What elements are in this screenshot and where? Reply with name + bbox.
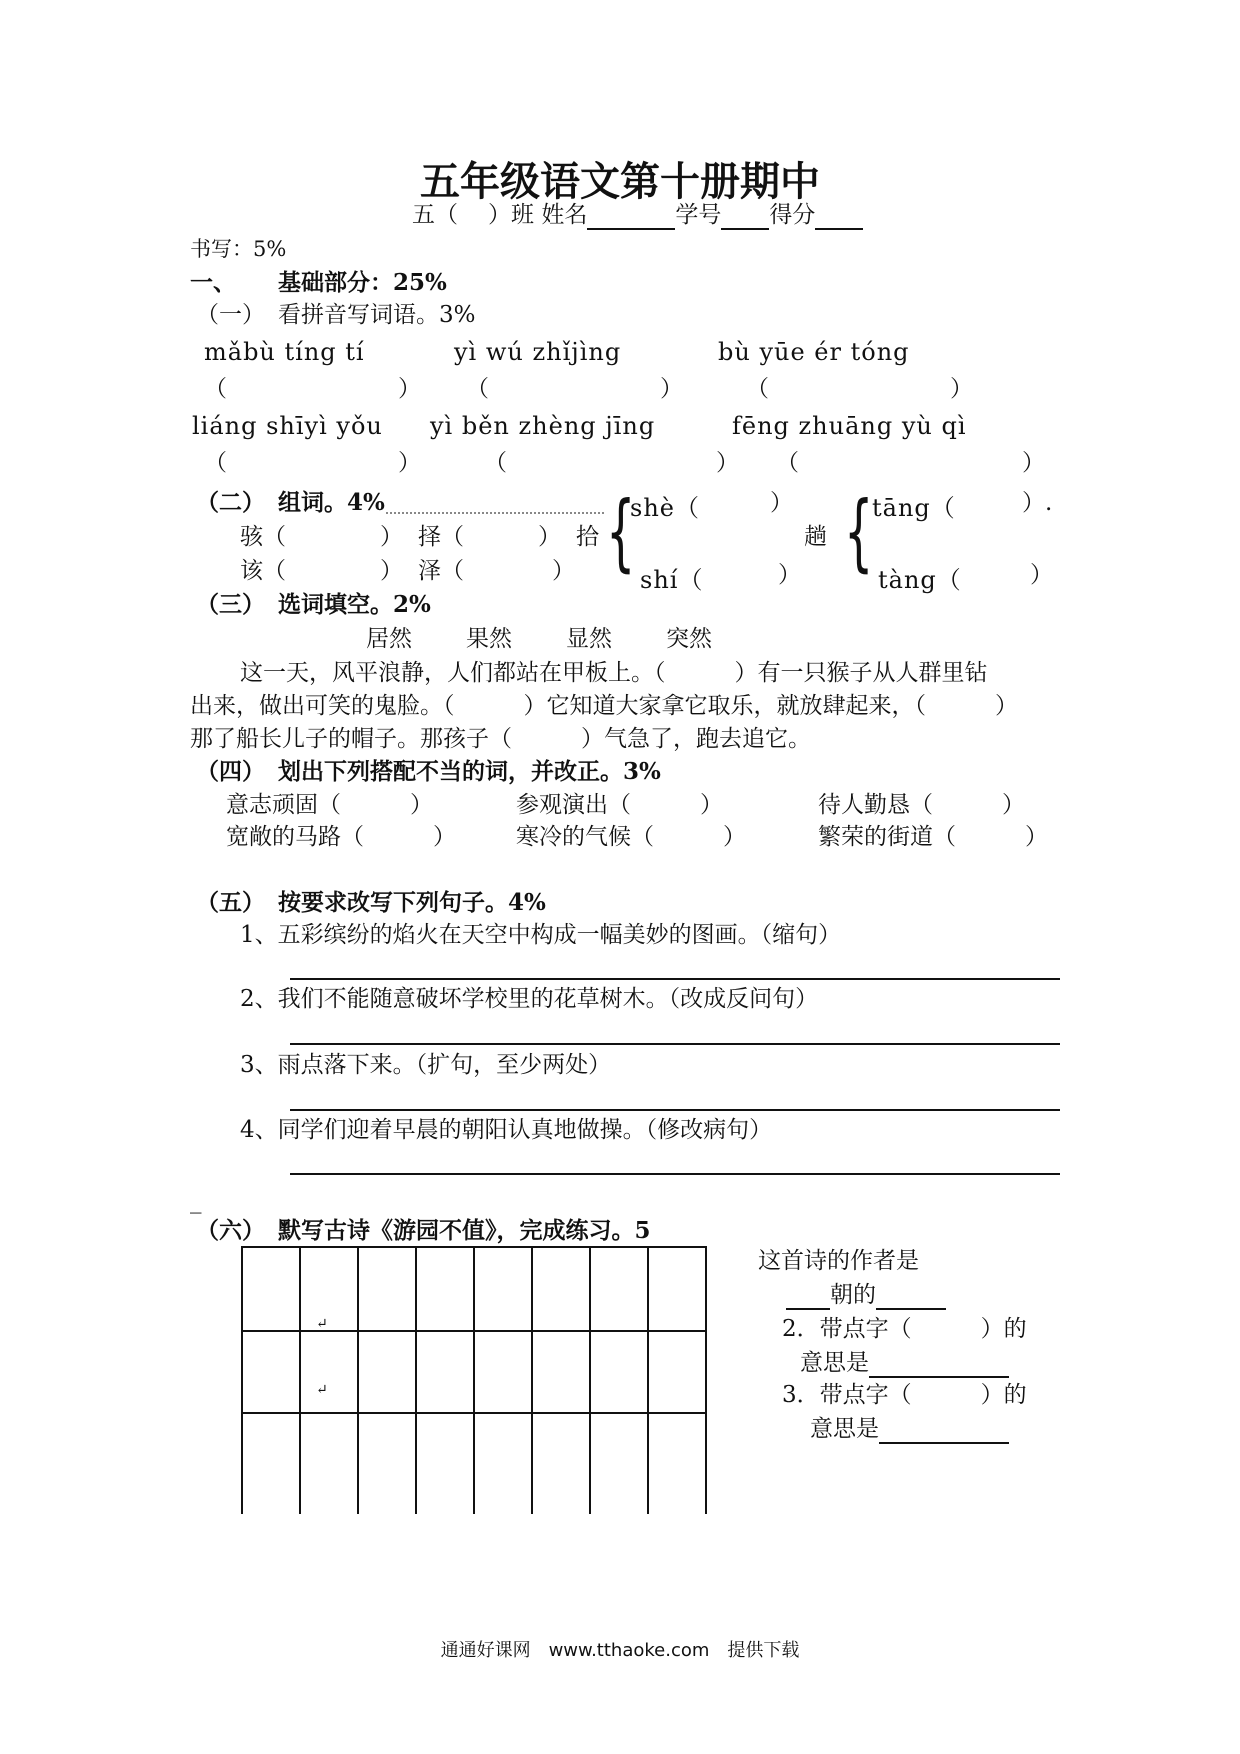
q5-number: （五） bbox=[196, 889, 265, 916]
answer-line[interactable] bbox=[290, 1043, 1060, 1045]
poly-char-1: 拾 bbox=[576, 524, 599, 550]
answer-paren-close: ） bbox=[950, 376, 973, 402]
answer-paren-open[interactable]: （ bbox=[204, 376, 227, 402]
q3-number: （三） bbox=[196, 591, 265, 618]
q3-title: 选词填空。2% bbox=[278, 591, 431, 618]
dynasty-blank[interactable] bbox=[786, 1284, 830, 1310]
q2-title: 组词。4% bbox=[278, 489, 385, 516]
section1-number: 一、 bbox=[190, 269, 236, 296]
q2-close: ）. bbox=[1022, 490, 1053, 516]
q6-title: 默写古诗《游园不值》，完成练习。5 bbox=[278, 1217, 651, 1244]
answer-paren-open[interactable]: （ bbox=[466, 376, 489, 402]
passage-line-2: 出来，做出可笑的鬼脸。（ ）它知道大家拿它取乐，就放肆起来，（ ） bbox=[190, 693, 1018, 719]
name-blank[interactable] bbox=[587, 204, 675, 230]
q5-item-2: 2、我们不能随意破坏学校里的花草树木。（改成反问句） bbox=[240, 986, 819, 1012]
answer-paren-close: ） bbox=[1022, 450, 1045, 476]
writing-score: 书写：5% bbox=[190, 237, 287, 261]
q2-close: ） bbox=[770, 490, 793, 516]
passage-line-3: 那了船长儿子的帽子。那孩子（ ）气急了，跑去追它。 bbox=[190, 726, 811, 752]
author-blank[interactable] bbox=[876, 1284, 946, 1310]
short-line bbox=[336, 1330, 356, 1332]
student-info-line bbox=[412, 200, 863, 230]
poly1-bottom: shí（ bbox=[640, 566, 704, 594]
side-line-4: 意思是 bbox=[800, 1348, 1009, 1378]
footer-credit: 通通好课网 www.tthaoke.com 提供下载 bbox=[440, 1640, 800, 1661]
answer-paren-open[interactable]: （ bbox=[746, 376, 769, 402]
q2-close: ） bbox=[538, 524, 561, 550]
q5-item-1: 1、五彩缤纷的焰火在天空中构成一幅美妙的图画。（缩句） bbox=[240, 922, 842, 948]
class-suffix: ）班 bbox=[488, 202, 534, 228]
class-prefix: 五（ bbox=[412, 202, 458, 228]
page-title: 五年级语文第十册期中 bbox=[420, 158, 820, 205]
q4-item: 宽敞的马路（ ） bbox=[226, 824, 456, 850]
answer-paren-open[interactable]: （ bbox=[204, 450, 227, 476]
side-line-2: 朝的 bbox=[786, 1280, 946, 1310]
q1-title: 看拼音写词语。3% bbox=[278, 302, 476, 328]
answer-paren-close: ） bbox=[398, 376, 421, 402]
poem-writing-grid[interactable] bbox=[241, 1246, 707, 1514]
q2-word-3: 该（ bbox=[240, 558, 286, 584]
answer-paren-close: ） bbox=[716, 450, 739, 476]
word-choice-1: 居然 bbox=[366, 626, 412, 652]
q2-word-2: 择（ bbox=[418, 524, 464, 550]
q4-title: 划出下列搭配不当的词，并改正。3% bbox=[278, 758, 661, 785]
q2-close: ） bbox=[552, 558, 575, 584]
meaning-blank[interactable] bbox=[869, 1352, 1009, 1378]
side-line-1: 这首诗的作者是 bbox=[758, 1248, 919, 1274]
q1-number: （一） bbox=[196, 302, 265, 328]
answer-line[interactable] bbox=[290, 1173, 1060, 1175]
answer-paren-open[interactable]: （ bbox=[776, 450, 799, 476]
q2-close: ） bbox=[380, 524, 403, 550]
q4-number: （四） bbox=[196, 758, 265, 785]
q4-item: 待人勤恳（ ） bbox=[818, 792, 1025, 818]
pinyin-3: bù yūe ér tóng bbox=[718, 338, 910, 366]
number-label: 学号 bbox=[675, 202, 722, 228]
stray-dash: _ bbox=[190, 1188, 202, 1214]
q2-number: （二） bbox=[196, 489, 265, 516]
return-mark-icon: ↵ bbox=[316, 1316, 328, 1332]
score-label: 得分 bbox=[769, 202, 816, 228]
name-label: 姓名 bbox=[541, 202, 588, 228]
return-mark-icon: ↵ bbox=[316, 1382, 328, 1398]
answer-paren-open[interactable]: （ bbox=[484, 450, 507, 476]
poly2-bottom: tàng（ bbox=[878, 566, 962, 594]
q2-word-1: 骇（ bbox=[240, 524, 286, 550]
pinyin-6: fēng zhuāng yù qì bbox=[732, 412, 967, 440]
q4-item: 意志顽固（ ） bbox=[226, 792, 433, 818]
q2-word-4: 泽（ bbox=[418, 558, 464, 584]
q5-item-4: 4、同学们迎着早晨的朝阳认真地做操。（修改病句） bbox=[240, 1117, 773, 1143]
q5-item-3: 3、雨点落下来。（扩句，至少两处） bbox=[240, 1052, 612, 1078]
q4-item: 寒冷的气候（ ） bbox=[516, 824, 746, 850]
side-line-5: 3．带点字（ ）的 bbox=[782, 1382, 1027, 1408]
brace-icon: { bbox=[844, 483, 874, 581]
word-choice-3: 显然 bbox=[566, 626, 612, 652]
dotted-leader bbox=[386, 512, 604, 514]
brace-icon: { bbox=[606, 483, 636, 581]
meaning-blank[interactable] bbox=[879, 1418, 1009, 1444]
poly-char-2: 趟 bbox=[804, 524, 827, 550]
q2-close: ） bbox=[380, 558, 403, 584]
q4-item: 繁荣的街道（ ） bbox=[818, 824, 1048, 850]
q2-close: ） bbox=[1030, 562, 1053, 588]
pinyin-4: liáng shīyì yǒu bbox=[192, 412, 383, 440]
pinyin-5: yì běn zhèng jīng bbox=[430, 412, 656, 440]
number-blank[interactable] bbox=[721, 204, 769, 230]
word-choice-4: 突然 bbox=[666, 626, 712, 652]
answer-paren-close: ） bbox=[660, 376, 683, 402]
side-line-6: 意思是 bbox=[810, 1414, 1009, 1444]
q6-number: （六） bbox=[196, 1217, 265, 1244]
poly1-top: shè（ bbox=[630, 494, 700, 522]
answer-line[interactable] bbox=[290, 978, 1060, 980]
pinyin-1: mǎbù tíng tí bbox=[204, 338, 365, 366]
pinyin-2: yì wú zhǐjìng bbox=[454, 338, 622, 366]
word-choice-2: 果然 bbox=[466, 626, 512, 652]
q5-title: 按要求改写下列句子。4% bbox=[278, 889, 546, 916]
answer-line[interactable] bbox=[290, 1109, 1060, 1111]
q2-close: ） bbox=[778, 562, 801, 588]
q4-item: 参观演出（ ） bbox=[516, 792, 723, 818]
score-blank[interactable] bbox=[815, 204, 863, 230]
side-line-3: 2．带点字（ ）的 bbox=[782, 1316, 1027, 1342]
section1-title: 基础部分：25% bbox=[278, 269, 447, 296]
answer-paren-close: ） bbox=[398, 450, 421, 476]
passage-line-1: 这一天，风平浪静，人们都站在甲板上。（ ）有一只猴子从人群里钻 bbox=[240, 660, 988, 686]
poly2-top: tāng（ bbox=[872, 494, 956, 522]
